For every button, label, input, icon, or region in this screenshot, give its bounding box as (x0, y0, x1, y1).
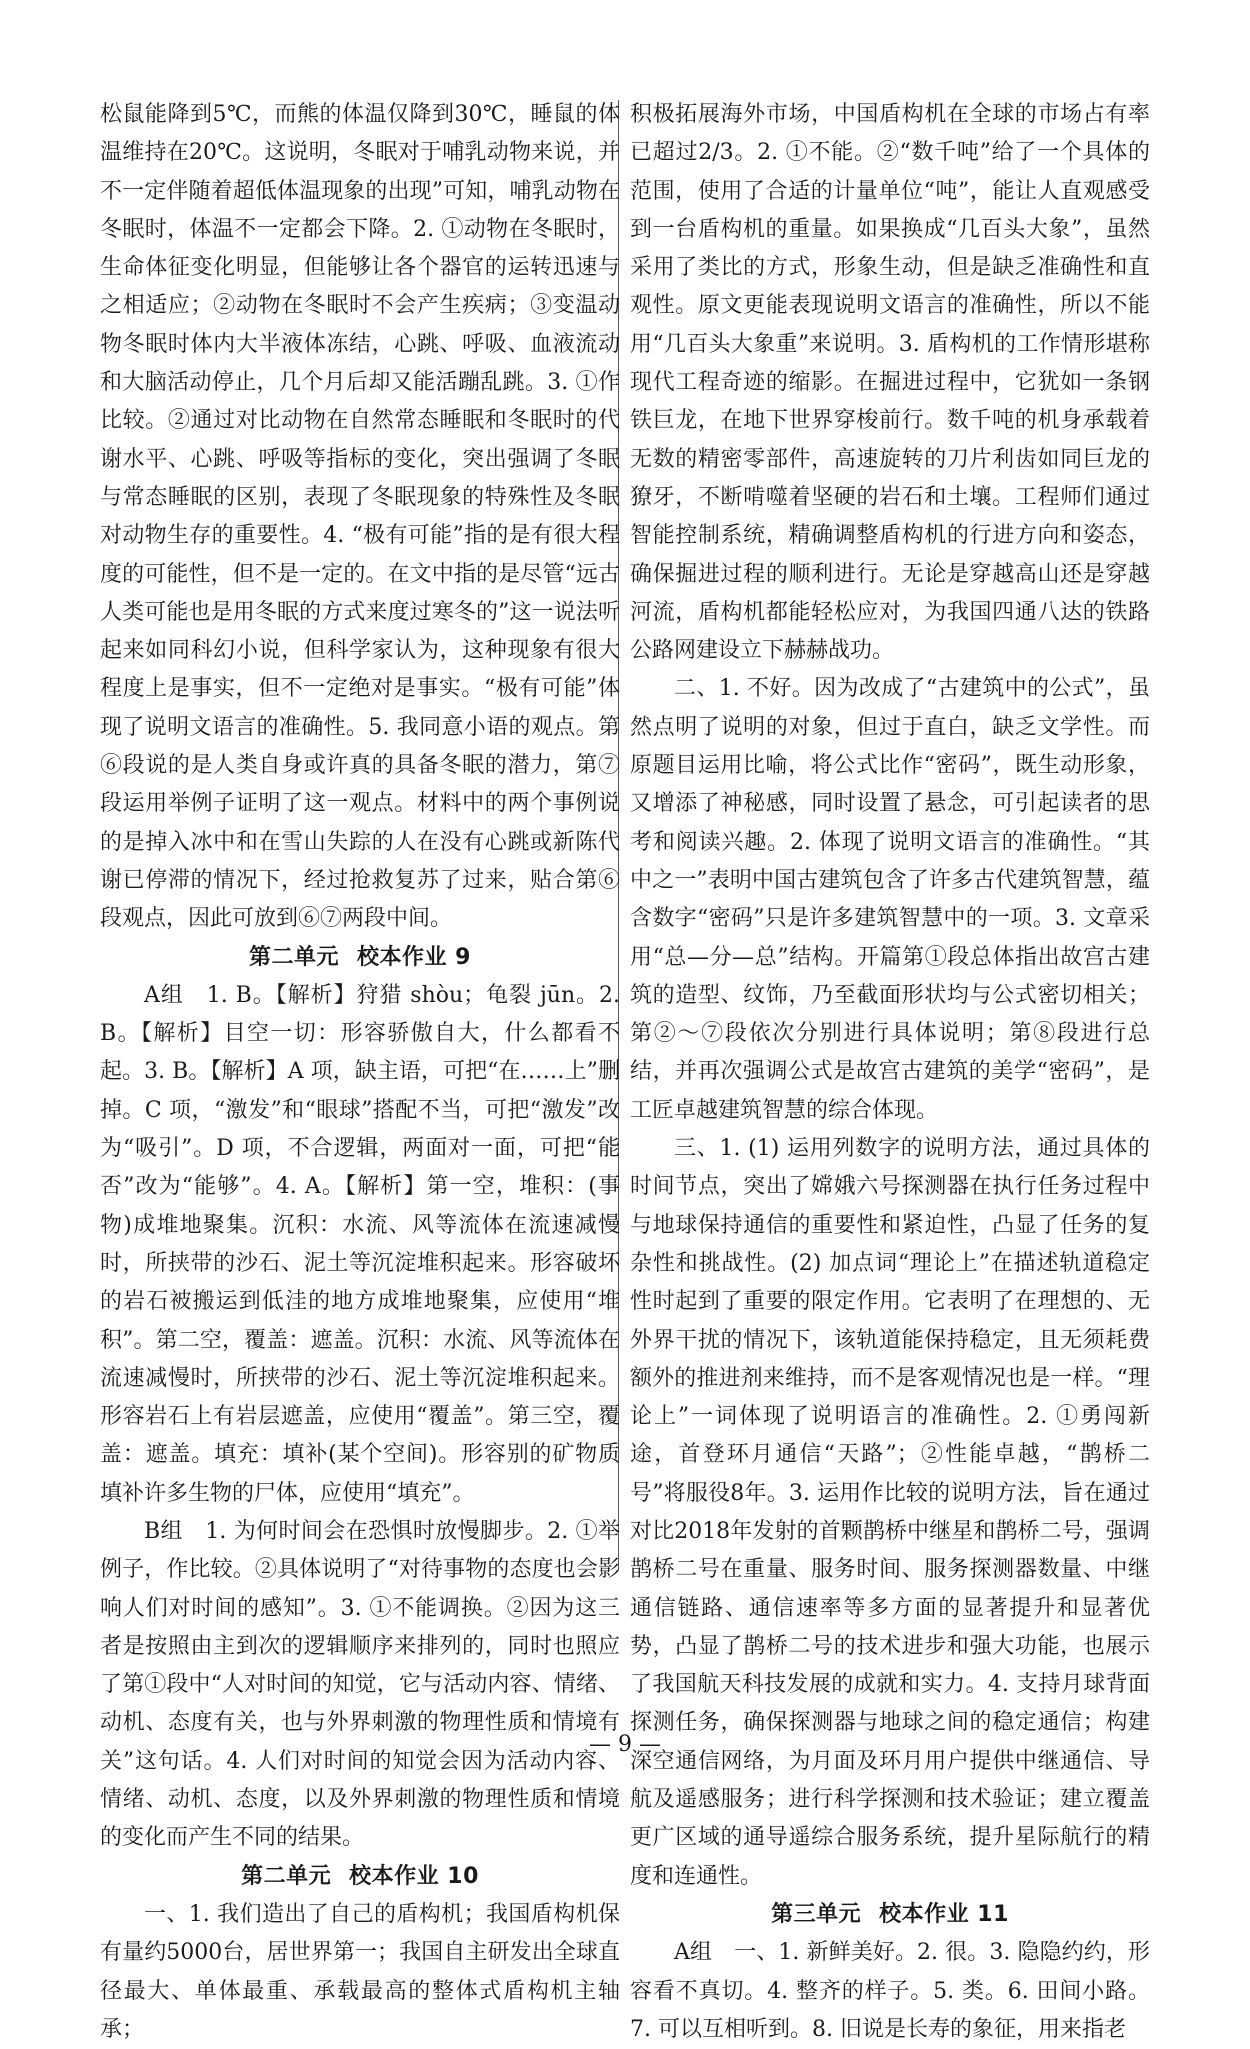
page-number: — 9 — (589, 1732, 661, 1757)
assignment-title: 校本作业 10 (349, 1863, 479, 1889)
assignment-title: 校本作业 11 (879, 1901, 1009, 1927)
unit-label: 第二单元 (249, 944, 340, 970)
answer-paragraph: 三、1. (1) 运用列数字的说明方法，通过具体的时间节点，突出了嫦娥六号探测器在执行任务过程中与地球保持通信的重要性和紧迫性，凸显了任务的复杂性和挑战性。(2) 加点词“理论上”在描述轨道稳定性时起到了重要的限定作用。它表明了在理想的、无外界干扰的情况下，该轨道能保持稳定，且无须耗费额外的推进剂来维持，而不是客观情况也是一样。“理论上”一词体现了说明语言的准确性。2. ①勇闯新途，首登环月通信“天路”；②性能卓越，“鹊桥二号”将服役8年。3. 运用作比较的说明方法，旨在通过对比2018年发射的首颗鹊桥中继星和鹊桥二号，强调鹊桥二号在重量、服务时间、服务探测器数量、中继通信链路、通信速率等多方面的显著提升和显著优势，凸显了鹊桥二号的技术进步和强大功能，也展示了我国航天科技发展的成就和实力。4. 支持月球背面探测任务，确保探测器与地球之间的稳定通信；构建深空通信网络，为月面及环月用户提供中继通信、导航及遥感服务；进行科学探测和技术验证；建立覆盖更广区域的通导遥综合服务系统，提升星际航行的精度和连通性。 (630, 1136, 1150, 1889)
section-heading (100, 1858, 620, 1896)
answer-paragraph: 松鼠能降到5℃，而熊的体温仅降到30℃，睡鼠的体温维持在20℃。这说明，冬眠对于哺乳动物来说，并不一定伴随着超低体温现象的出现”可知，哺乳动物在冬眠时，体温不一定都会下降。2. ①动物在冬眠时，生命体征变化明显，但能够让各个器官的运转迅速与之相适应；②动物在冬眠时不会产生疾病；③变温动物冬眠时体内大半液体冻结，心跳、呼吸、血液流动和大脑活动停止，几个月后却又能活蹦乱跳。3. ①作比较。②通过对比动物在自然常态睡眠和冬眠时的代谢水平、心跳、呼吸等指标的变化，突出强调了冬眠与常态睡眠的区别，表现了冬眠现象的特殊性及冬眠对动物生存的重要性。4. “极有可能”指的是有很大程度的可能性，但不是一定的。在文中指的是尽管“远古人类可能也是用冬眠的方式来度过寒冬的”这一说法听起来如同科幻小说，但科学家认为，这种现象有很大程度上是事实，但不一定绝对是事实。“极有可能”体现了说明文语言的准确性。5. 我同意小语的观点。第⑥段说的是人类自身或许真的具备冬眠的潜力，第⑦段运用举例子证明了这一观点。材料中的两个事例说的是掉入冰中和在雪山失踪的人在没有心跳或新陈代谢已停滞的情况下，经过抢救复苏了过来，贴合第⑥段观点，因此可放到⑥⑦两段中间。 (100, 102, 620, 932)
section-heading (100, 939, 620, 977)
section-heading (630, 1896, 1150, 1934)
answer-paragraph: 二、1. 不好。因为改成了“古建筑中的公式”，虽然点明了说明的对象，但过于直白，缺乏文学性。而原题目运用比喻，将公式比作“密码”，既生动形象，又增添了神秘感，同时设置了悬念，可引起读者的思考和阅读兴趣。2. 体现了说明文语言的准确性。“其中之一”表明中国古建筑包含了许多古代建筑智慧，蕴含数字“密码”只是许多建筑智慧中的一项。3. 文章采用“总—分—总”结构。开篇第①段总体指出故宫古建筑的造型、纹饰，乃至截面形状均与公式密切相关；第②～⑦段依次分别进行具体说明；第⑧段进行总结，并再次强调公式是故宫古建筑的美学“密码”，是工匠卓越建筑智慧的综合体现。 (630, 676, 1150, 1123)
answer-paragraph: 积极拓展海外市场，中国盾构机在全球的市场占有率已超过2/3。2. ①不能。②“数千吨”给了一个具体的范围，使用了合适的计量单位“吨”，能让人直观感受到一台盾构机的重量。如果换成“几百头大象”，虽然采用了类比的方式，形象生动，但是缺乏准确性和直观性。原文更能表现说明文语言的准确性，所以不能用“几百头大象重”来说明。3. 盾构机的工作情形堪称现代工程奇迹的缩影。在掘进过程中，它犹如一条钢铁巨龙，在地下世界穿梭前行。数千吨的机身承载着无数的精密零部件，高速旋转的刀片利齿如同巨龙的獠牙，不断啃噬着坚硬的岩石和土壤。工程师们通过智能控制系统，精确调整盾构机的行进方向和姿态，确保掘进过程的顺利进行。无论是穿越高山还是穿越河流，盾构机都能轻松应对，为我国四通八达的铁路公路网建设立下赫赫战功。 (630, 102, 1150, 664)
answer-paragraph: A组 1. B。【解析】狩猎 shòu；龟裂 jūn。2. B。【解析】目空一切：形容骄傲自大，什么都看不起。3. B。【解析】A 项，缺主语，可把“在……上”删掉。C 项，“激发”和“眼球”搭配不当，可把“激发”改为“吸引”。D 项，不合逻辑，两面对一面，可把“能否”改为“能够”。4. A。【解析】第一空，堆积：(事物)成堆地聚集。沉积：水流、风等流体在流速减慢时，所挟带的沙石、泥土等沉淀堆积起来。形容破坏的岩石被搬运到低洼的地方成堆地聚集，应使用“堆积”。第二空，覆盖：遮盖。沉积：水流、风等流体在流速减慢时，所挟带的沙石、泥土等沉淀堆积起来。形容岩石上有岩层遮盖，应使用“覆盖”。第三空，覆盖：遮盖。填充：填补(某个空间)。形容别的矿物质填补许多生物的尸体，应使用“填充”。 (100, 982, 620, 1506)
answer-paragraph: A组 一、1. 新鲜美好。2. 很。3. 隐隐约约，形容看不真切。4. 整齐的样子。5. 类。6. 田间小路。7. 可以互相听到。8. 旧说是长寿的象征，用来指老 (630, 1940, 1150, 2042)
assignment-title: 校本作业 9 (357, 944, 471, 970)
unit-label: 第三单元 (771, 1901, 862, 1927)
answer-paragraph: B组 1. 为何时间会在恐惧时放慢脚步。2. ①举例子，作比较。②具体说明了“对待事物的态度也会影响人们对时间的感知”。3. ①不能调换。②因为这三者是按照由主到次的逻辑顺序来排列的，同时也照应了第①段中“人对时间的知觉，它与活动内容、情绪、动机、态度有关，也与外界刺激的物理性质和情境有关”这句话。4. 人们对时间的知觉会因为活动内容、情绪、动机、态度，以及外界刺激的物理性质和情境的变化而产生不同的结果。 (100, 1518, 620, 1851)
answer-paragraph: 一、1. 我们造出了自己的盾构机；我国盾构机保有量约5000台，居世界第一；我国自主研发出全球直径最大、单体最重、承载最高的整体式盾构机主轴承； (100, 1901, 620, 2042)
unit-label: 第二单元 (241, 1863, 332, 1889)
